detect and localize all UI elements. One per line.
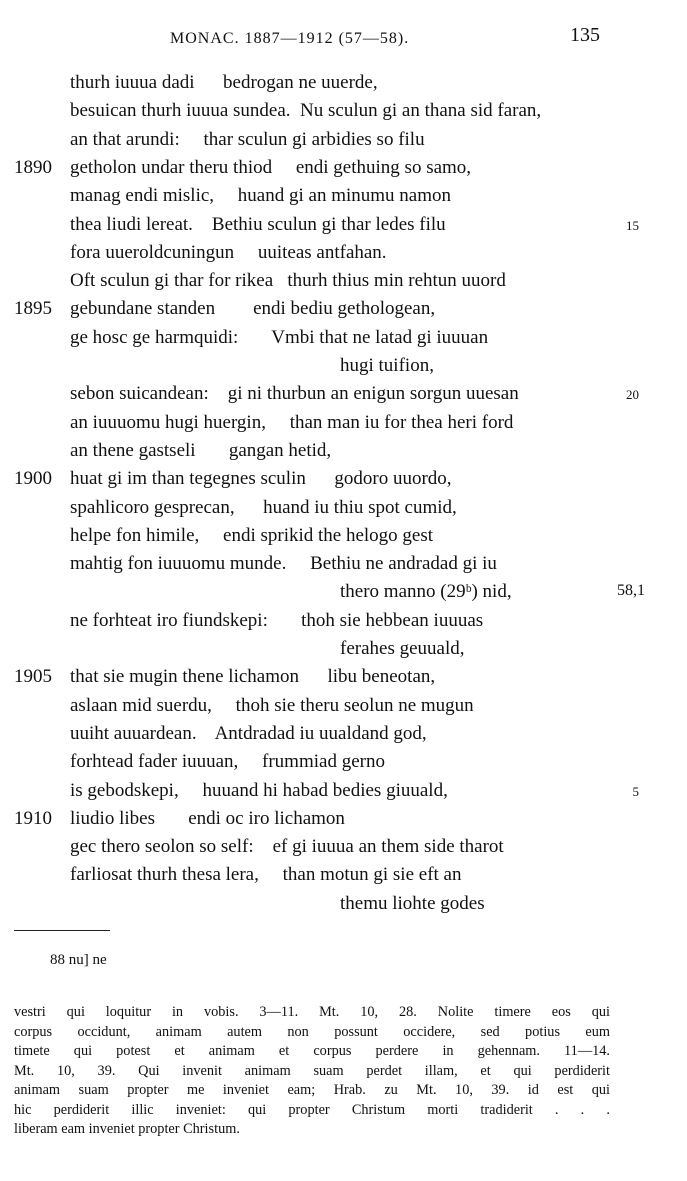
verse-text-line: huat gi im than tegegnes sculin godoro uuordo,: [70, 468, 452, 490]
commentary-line: Mt. 10, 39. Qui invenit animam suam perdet illam, et qui perdiderit: [14, 1062, 610, 1079]
verse-text-line: manag endi mislic, huand gi an minumu namon: [70, 185, 451, 207]
verse-text-line: ferahes geuuald,: [340, 638, 465, 659]
commentary-line: liberam eam inveniet propter Christum.: [14, 1121, 240, 1137]
verse-text-line: fora uueroldcuningun uuiteas antfahan.: [70, 241, 387, 263]
verse-text-line: thurh iuuua dadi bedrogan ne uuerde,: [70, 72, 378, 93]
verse-text-line: spahlicoro gesprecan, huand iu thiu spot cumid,: [70, 496, 457, 518]
verse-line: [0, 666, 687, 694]
verse-line: [0, 497, 687, 525]
verse-text-line: forhtead fader iuuuan, frummiad gerno: [70, 751, 385, 773]
verse-line: [0, 383, 687, 411]
margin-reference: 20: [626, 387, 639, 403]
verse-line: [0, 72, 687, 100]
verse-text-line: gebundane standen endi bediu gethologean,: [70, 298, 436, 320]
verse-line: [0, 298, 687, 326]
verse-text-line: mahtig fon iuuuomu munde. Bethiu ne andradad gi iu: [70, 553, 497, 575]
verse-line: [0, 525, 687, 553]
verse-line: [0, 864, 687, 892]
commentary-line: timete qui potest et animam et corpus perdere in gehennam. 11—14.: [14, 1043, 610, 1059]
verse-text-line: an thene gastseli gangan hetid,: [70, 439, 332, 461]
verse-line: [0, 440, 687, 468]
footnote-divider: [14, 930, 110, 931]
verse-line: [0, 695, 687, 723]
verse-line: [0, 185, 687, 213]
verse-text-line: thea liudi lereat. Bethiu sculun gi thar ledes filu: [70, 213, 446, 235]
verse-text-line: liudio libes endi oc iro lichamon: [70, 807, 345, 829]
verse-text-line: Oft sculun gi thar for rikea thurh thius min rehtun uuord: [70, 270, 506, 292]
verse-text-line: is gebodskepi, huuand hi habad bedies giuuald,: [70, 779, 448, 801]
verse-line: [0, 468, 687, 496]
verse-line: [0, 610, 687, 638]
margin-reference: 58,1: [617, 582, 645, 600]
verse-line: [0, 355, 687, 383]
running-title: MONAC. 1887—1912 (57—58).: [170, 30, 410, 47]
verse-line: [0, 214, 687, 242]
verse-text-line: besuican thurh iuuua sundea. Nu sculun gi an thana sid faran,: [70, 100, 542, 122]
verse-text-line: hugi tuifion,: [340, 355, 434, 376]
verse-text-line: farliosat thurh thesa lera, than motun gi sie eft an: [70, 864, 462, 886]
verse-line: [0, 780, 687, 808]
verse-line: [0, 751, 687, 779]
line-number: 1890: [14, 156, 52, 178]
margin-reference: 5: [632, 783, 639, 799]
line-number: 1910: [14, 807, 52, 829]
verse-text-line: uuiht auuardean. Antdradad iu uualdand god,: [70, 722, 427, 744]
commentary-line: hic perdiderit illic inveniet: qui propter Christum morti tradiderit . . .: [14, 1101, 610, 1118]
verse-line: [0, 808, 687, 836]
verse-text-line: gec thero seolon so self: ef gi iuuua an them side tharot: [70, 836, 504, 858]
verse-text-line: getholon undar theru thiod endi gethuing so samo,: [70, 156, 472, 178]
verse-line: [0, 157, 687, 185]
commentary-block: [14, 1003, 610, 1140]
margin-reference: 15: [626, 217, 639, 233]
verse-line: [0, 412, 687, 440]
verse-text-line: ge hosc ge harmquidi: Vmbi that ne latad gi iuuuan: [70, 326, 489, 348]
verse-text-line: ne forhteat iro fiundskepi: thoh sie hebbean iuuuas: [70, 609, 484, 631]
apparatus-note: 88 nu] ne: [50, 952, 107, 968]
line-number: 1900: [14, 468, 52, 490]
verse-text-line: that sie mugin thene lichamon libu beneotan,: [70, 666, 436, 688]
verse-text-line: an iuuuomu hugi huergin, than man iu for thea heri ford: [70, 411, 514, 433]
verse-line: [0, 836, 687, 864]
verse-text-line: an that arundi: thar sculun gi arbidies so filu: [70, 128, 425, 150]
verse-text-line: aslaan mid suerdu, thoh sie theru seolun ne mugun: [70, 694, 474, 716]
verse-text-line: sebon suicandean: gi ni thurbun an enigun sorgun uuesan: [70, 383, 519, 405]
line-number: 1905: [14, 666, 52, 688]
verse-line: [0, 242, 687, 270]
verse-line: [0, 100, 687, 128]
commentary-line: animam suam propter me inveniet eam; Hrab. zu Mt. 10, 39. id est qui: [14, 1082, 610, 1098]
line-number: 1895: [14, 298, 52, 320]
verse-text-line: thero manno (29ᵇ) nid,: [340, 581, 512, 603]
verse-line: [0, 893, 687, 921]
verse-text-line: helpe fon himile, endi sprikid the helogo gest: [70, 524, 434, 546]
verse-line: [0, 327, 687, 355]
verse-line: [0, 270, 687, 298]
verse-line: [0, 638, 687, 666]
verse-line: [0, 723, 687, 751]
verse-line: [0, 129, 687, 157]
verse-line: [0, 553, 687, 581]
verse-line: [0, 581, 687, 609]
commentary-line: vestri qui loquitur in vobis. 3—11. Mt. 10, 28. Nolite timere eos qui: [14, 1004, 610, 1020]
verse-text-line: themu liohte godes: [340, 892, 485, 914]
commentary-line: corpus occidunt, animam autem non possunt occidere, sed potius eum: [14, 1023, 610, 1040]
page-number: 135: [570, 24, 600, 46]
